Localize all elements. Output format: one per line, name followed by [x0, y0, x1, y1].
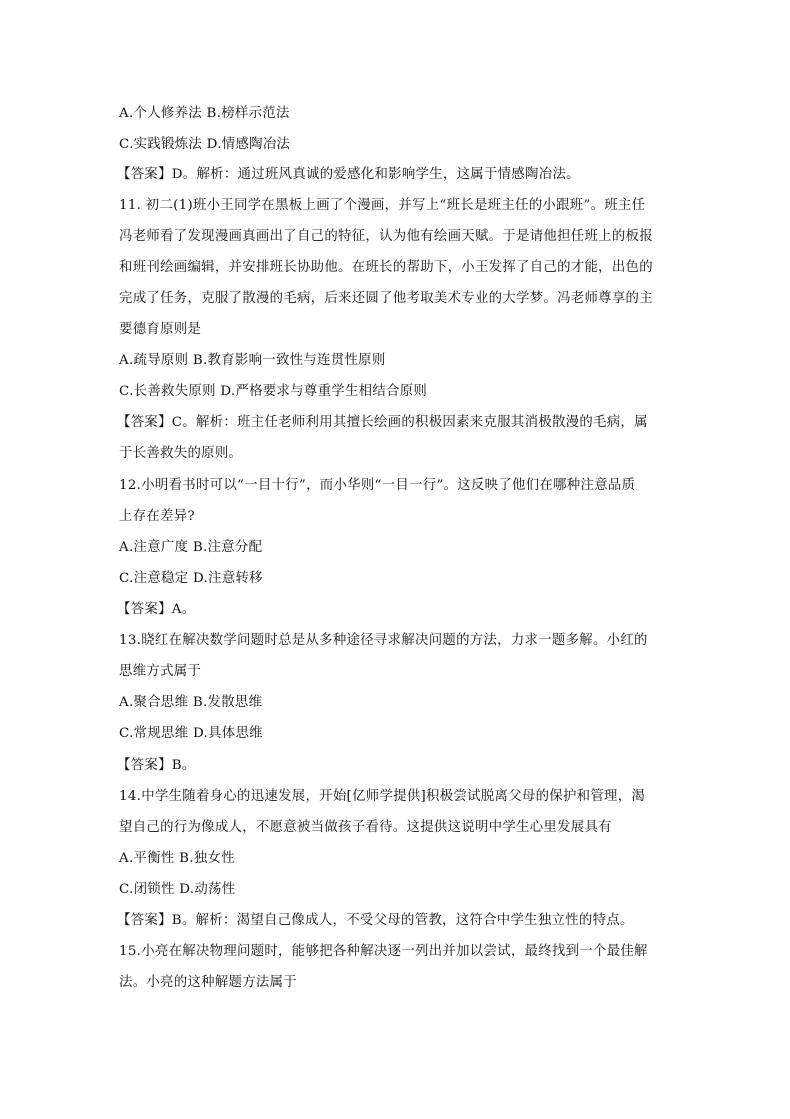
option-line: A.聚合思维 B.发散思维	[119, 695, 263, 710]
question-line: 上存在差异?	[119, 509, 195, 524]
option-line: C.常规思维 D.具体思维	[119, 726, 263, 741]
question-line: 和班刊绘画编辑，并安排班长协助他。在班长的帮助下，小王发挥了自己的才能，出色的	[119, 260, 653, 275]
question-line: 12.小明看书时可以“一目十行”，而小华则“一目一行”。这反映了他们在哪种注意品质	[119, 478, 636, 493]
option-line: C.注意稳定 D.注意转移	[119, 571, 263, 586]
option-line: A.疏导原则 B.教育影响一致性与连贯性原则	[119, 353, 386, 368]
question-line: 15.小亮在解决物理问题时，能够把各种解决逐一列出并加以尝试，最终找到一个最佳解	[119, 944, 648, 959]
question-line: 望自己的行为像成人，不愿意被当做孩子看待。这提供这说明中学生心里发展具有	[119, 820, 612, 835]
question-line: 13.晓红在解决数学问题时总是从多种途径寻求解决问题的方法，力求一题多解。小红的	[119, 633, 648, 648]
question-line: 11. 初二(1)班小王同学在黑板上画了个漫画，并写上“班长是班主任的小跟班”。班主任	[119, 198, 646, 213]
option-line: C.长善救失原则 D.严格要求与尊重学生相结合原则	[119, 384, 428, 399]
option-line: A.注意广度 B.注意分配	[119, 540, 263, 555]
question-line: 完成了任务，克服了散漫的毛病，后来还圆了他考取美术专业的大学梦。冯老师尊享的主	[119, 291, 653, 306]
answer-line: 【答案】A。	[117, 602, 196, 617]
answer-line: 【答案】C。解析：班主任老师利用其擅长绘画的积极因素来克服其消极散漫的毛病，属	[117, 415, 648, 430]
question-line: 要德育原则是	[119, 322, 202, 337]
option-line: C.闭锁性 D.动荡性	[119, 882, 236, 897]
answer-line: 【答案】B。解析：渴望自己像成人，不受父母的管教，这符合中学生独立性的特点。	[117, 913, 634, 928]
answer-line: 于长善救失的原则。	[119, 446, 243, 461]
option-line: C.实践锻炼法 D.情感陶冶法	[119, 137, 291, 152]
question-line: 冯老师看了发现漫画真画出了自己的特征，认为他有绘画天赋。于是请他担任班上的板报	[119, 229, 653, 244]
option-line: A.个人修养法 B.榜样示范法	[119, 106, 290, 121]
answer-line: 【答案】B。	[117, 758, 196, 773]
question-line: 思维方式属于	[119, 664, 202, 679]
answer-line: 【答案】D。解析：通过班风真诚的爱感化和影响学生，这属于情感陶冶法。	[117, 167, 580, 182]
question-line: 14.中学生随着身心的迅速发展，开始[亿师学提供]积极尝试脱离父母的保护和管理，渴	[119, 789, 646, 804]
option-line: A.平衡性 B.独女性	[119, 851, 235, 866]
question-line: 法。小亮的这种解题方法属于	[119, 975, 297, 990]
